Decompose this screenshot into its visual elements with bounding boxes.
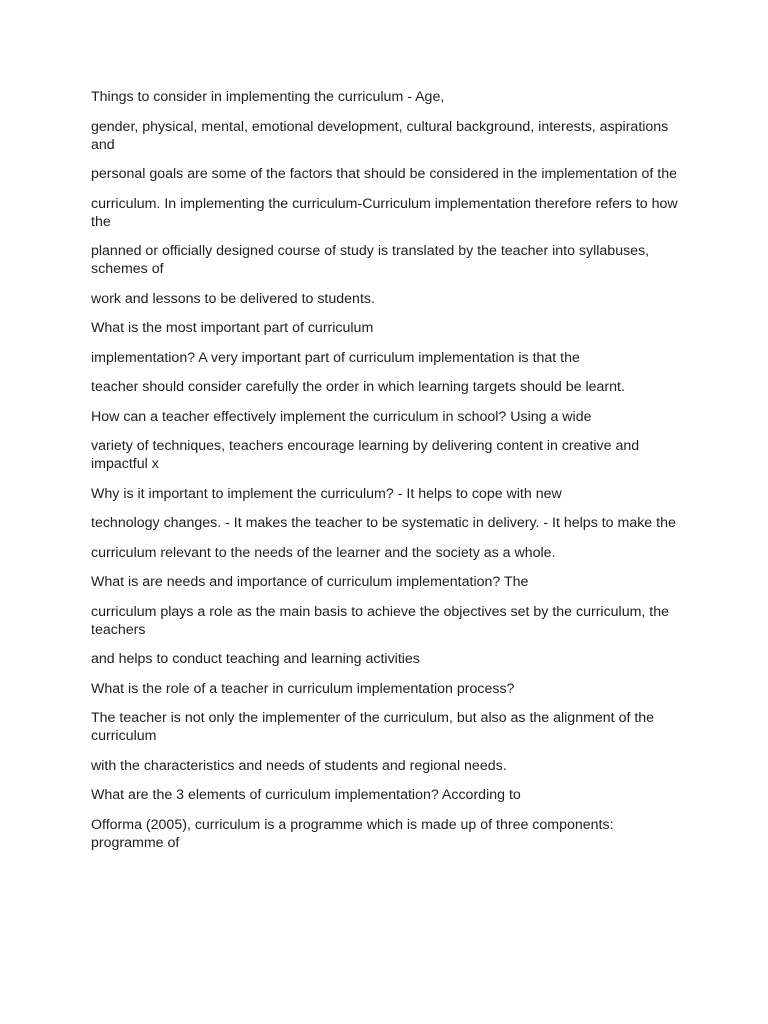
paragraph: What is the role of a teacher in curriculum implementation process? <box>91 680 515 697</box>
paragraph: technology changes. - It makes the teacher to be systematic in delivery. - It helps to make the <box>91 515 676 531</box>
paragraph: gender, physical, mental, emotional development, cultural background, interests, aspirations and <box>91 118 669 153</box>
paragraph: The teacher is not only the implementer of the curriculum, but also as the alignment of the curriculum <box>91 710 655 744</box>
paragraph: curriculum relevant to the needs of the learner and the society as a whole. <box>91 544 556 561</box>
paragraph: curriculum plays a role as the main basis to achieve the objectives set by the curriculum, the teachers <box>91 603 670 638</box>
paragraph: planned or officially designed course of study is translated by the teacher into syllabuses, schemes of <box>91 243 650 277</box>
paragraph: and helps to conduct teaching and learning activities <box>91 651 420 667</box>
paragraph: implementation? A very important part of curriculum implementation is that the <box>91 349 580 366</box>
paragraph: teacher should consider carefully the order in which learning targets should be learnt. <box>91 379 625 395</box>
paragraph: What is are needs and importance of curriculum implementation? The <box>91 574 529 590</box>
paragraph: with the characteristics and needs of students and regional needs. <box>91 757 507 774</box>
paragraph: What are the 3 elements of curriculum implementation? According to <box>91 787 521 803</box>
paragraph: Things to consider in implementing the curriculum - Age, <box>91 89 445 105</box>
document-page <box>91 88 681 863</box>
paragraph: variety of techniques, teachers encourage learning by delivering content in creative and impactful x <box>91 438 640 472</box>
paragraph: personal goals are some of the factors that should be considered in the implementation of the <box>91 166 677 182</box>
paragraph: How can a teacher effectively implement the curriculum in school? Using a wide <box>91 408 592 425</box>
paragraph: work and lessons to be delivered to students. <box>91 290 375 307</box>
paragraph: curriculum. In implementing the curriculum-Curriculum implementation therefore refers to how the <box>91 195 678 230</box>
paragraph: Why is it important to implement the curriculum? - It helps to cope with new <box>91 485 562 502</box>
paragraph: What is the most important part of curriculum <box>91 320 374 336</box>
paragraph: Offorma (2005), curriculum is a programme which is made up of three components: programme of <box>91 816 614 851</box>
